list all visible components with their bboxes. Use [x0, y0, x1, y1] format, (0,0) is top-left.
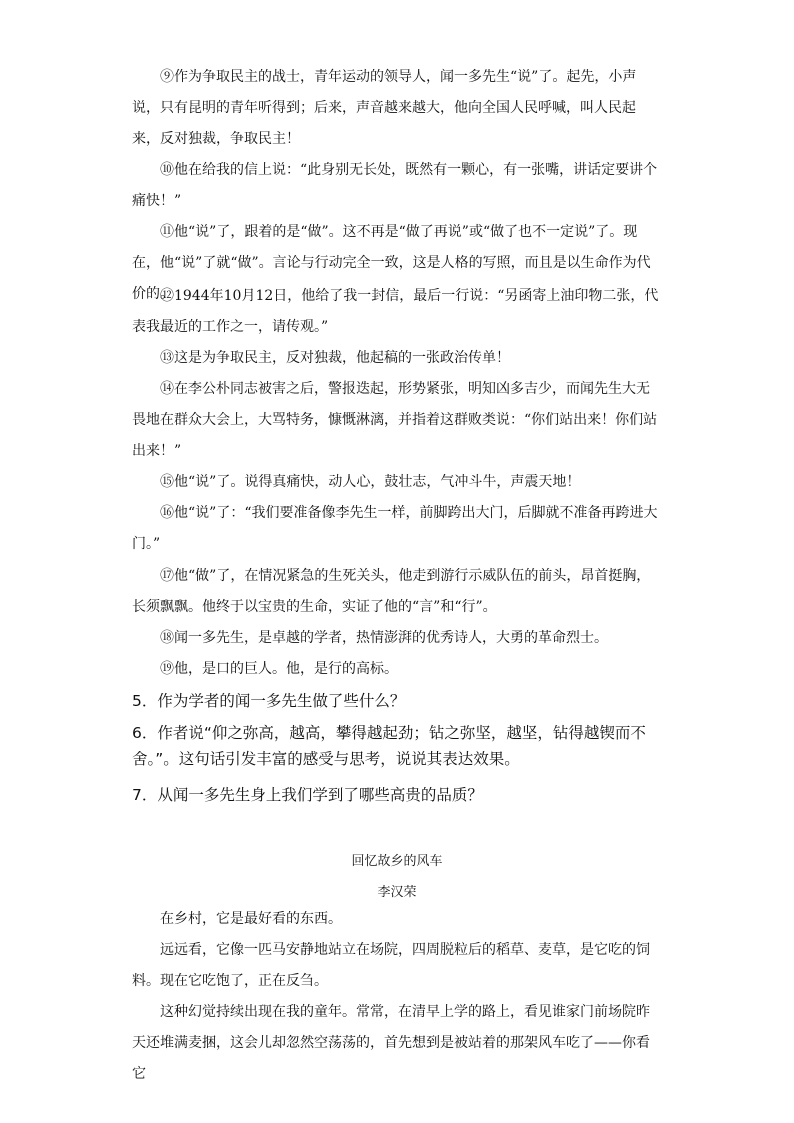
paragraph-12: ⑫1944年10月12日，他给了我一封信，最后一行说：“另函寄上油印物二张，代表我最近的工作之一，请传观。” [132, 288, 659, 335]
paragraph-9: ⑨作为争取民主的战士，青年运动的领导人，闻一多先生“说”了。起先，小声说，只有昆明的青年听得到；后来，声音越来越大，他向全国人民呼喊，叫人民起来，反对独裁，争取民主！ [132, 69, 637, 147]
paragraph-10: ⑩他在给我的信上说：“此身别无长处，既然有一颗心，有一张嘴，讲话定要讲个痛快！” [132, 162, 658, 209]
passage2-paragraph-3: 这种幻觉持续出现在我的童年。常常，在清早上学的路上，看见谁家门前场院昨天还堆满麦捆，这会儿却忽然空荡荡的，首先想到是被站着的那架风车吃了——你看它 [132, 1004, 650, 1082]
passage-title: 回忆故乡的风车 [351, 854, 443, 869]
question-5: 5．作为学者的闻一多先生做了些什么？ [132, 692, 406, 710]
passage-author: 李汉荣 [377, 885, 417, 900]
paragraph-16: ⑯他“说”了：“我们要准备像李先生一样，前脚跨出大门，后脚就不准备再跨进大门。” [132, 505, 658, 552]
paragraph-19: ⑲他，是口的巨人。他，是行的高标。 [160, 661, 398, 677]
paragraph-15: ⑮他“说”了。说得真痛快，动人心，鼓壮志，气冲斗牛，声震天地！ [160, 474, 581, 490]
passage2-paragraph-2: 远远看，它像一匹马安静地站立在场院，四周脱粒后的稻草、麦草，是它吃的饲料。现在它吃饱了，正在反刍。 [132, 942, 650, 989]
paragraph-18: ⑱闻一多先生，是卓越的学者，热情澎湃的优秀诗人，大勇的革命烈士。 [160, 630, 608, 646]
question-7: 7．从闻一多先生身上我们学到了哪些高贵的品质？ [132, 786, 483, 804]
paragraph-11: ⑪他“说”了，跟着的是“做”。这不再是“做了再说”或“做了也不一定说”了。现在，他“说”了就“做”。言论与行动完全一致，这是人格的写照，而且是以生命作为代价的。 [132, 224, 651, 302]
paragraph-17: ⑰他“做”了，在情况紧急的生死关头，他走到游行示威队伍的前头，昂首挺胸，长须飘飘。他终于以宝贵的生命，实证了他的“言”和“行”。 [132, 568, 651, 615]
paragraph-13: ⑬这是为争取民主，反对独裁，他起稿的一张政治传单！ [160, 350, 510, 366]
question-6: 6．作者说“仰之弥高，越高，攀得越起劲；钻之弥坚，越坚，钻得越锲而不舍。”。这句话引发丰富的感受与思考，说说其表达效果。 [132, 724, 646, 768]
paragraph-14: ⑭在李公朴同志被害之后，警报迭起，形势紧张，明知凶多吉少，而闻先生大无畏地在群众大会上，大骂特务，慷慨淋漓，并指着这群败类说：“你们站出来！你们站出来！” [132, 381, 658, 459]
passage2-paragraph-1: 在乡村，它是最好看的东西。 [160, 911, 342, 927]
